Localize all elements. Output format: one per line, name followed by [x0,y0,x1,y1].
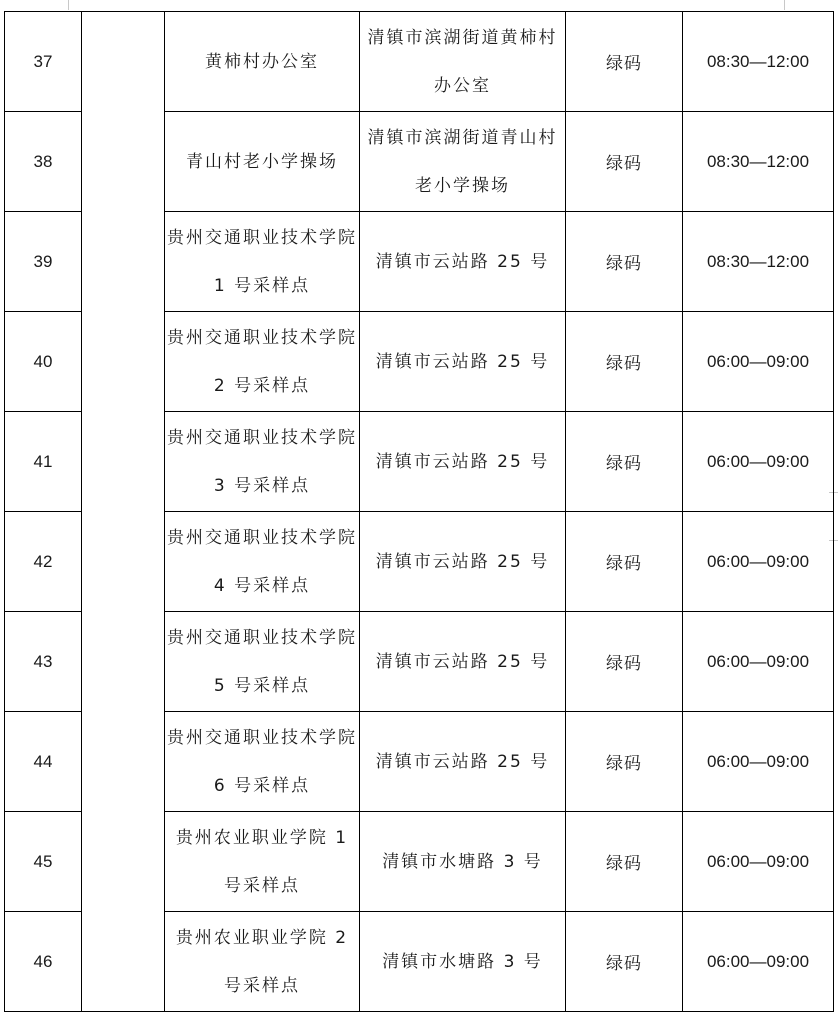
sampling-hours: 06:00—09:00 [683,912,834,1012]
health-code-requirement: 绿码 [566,412,683,512]
health-code-requirement: 绿码 [566,712,683,812]
sampling-hours: 06:00—09:00 [683,512,834,612]
sampling-hours: 06:00—09:00 [683,412,834,512]
sampling-hours: 08:30—12:00 [683,212,834,312]
health-code-requirement: 绿码 [566,312,683,412]
row-number: 41 [5,412,82,512]
site-address: 清镇市水塘路 3 号 [360,812,566,912]
crop-mark-top-left [68,0,69,10]
table-body [5,12,834,1012]
sampling-site-table [4,11,834,1012]
health-code-requirement: 绿码 [566,912,683,1012]
row-number: 42 [5,512,82,612]
row-number: 43 [5,612,82,712]
site-name: 黄柿村办公室 [165,12,360,112]
site-address: 清镇市云站路 25 号 [360,712,566,812]
row-number: 44 [5,712,82,812]
row-number: 39 [5,212,82,312]
row-number: 38 [5,112,82,212]
sampling-hours: 08:30—12:00 [683,112,834,212]
sampling-hours: 06:00—09:00 [683,812,834,912]
row-number: 40 [5,312,82,412]
sampling-hours: 06:00—09:00 [683,612,834,712]
site-name: 贵州交通职业技术学院 3 号采样点 [165,412,360,512]
site-name: 贵州农业职业学院 1 号采样点 [165,812,360,912]
table-row [5,12,834,112]
site-address: 清镇市云站路 25 号 [360,312,566,412]
site-name: 贵州交通职业技术学院 4 号采样点 [165,512,360,612]
site-name: 贵州交通职业技术学院 6 号采样点 [165,712,360,812]
site-address: 清镇市滨湖街道青山村老小学操场 [360,112,566,212]
sampling-hours: 06:00—09:00 [683,312,834,412]
crop-mark-top-right [784,0,785,10]
site-address: 清镇市云站路 25 号 [360,412,566,512]
site-name: 贵州交通职业技术学院 5 号采样点 [165,612,360,712]
health-code-requirement: 绿码 [566,512,683,612]
health-code-requirement: 绿码 [566,212,683,312]
row-number: 46 [5,912,82,1012]
district-cell [82,12,165,1012]
health-code-requirement: 绿码 [566,112,683,212]
row-number: 37 [5,12,82,112]
site-name: 青山村老小学操场 [165,112,360,212]
site-name: 贵州农业职业学院 2 号采样点 [165,912,360,1012]
sampling-hours: 08:30—12:00 [683,12,834,112]
sampling-hours: 06:00—09:00 [683,712,834,812]
site-name: 贵州交通职业技术学院 1 号采样点 [165,212,360,312]
health-code-requirement: 绿码 [566,812,683,912]
site-name: 贵州交通职业技术学院 2 号采样点 [165,312,360,412]
site-address: 清镇市云站路 25 号 [360,612,566,712]
site-address: 清镇市云站路 25 号 [360,212,566,312]
row-number: 45 [5,812,82,912]
health-code-requirement: 绿码 [566,12,683,112]
site-address: 清镇市水塘路 3 号 [360,912,566,1012]
site-address: 清镇市云站路 25 号 [360,512,566,612]
health-code-requirement: 绿码 [566,612,683,712]
site-address: 清镇市滨湖街道黄柿村办公室 [360,12,566,112]
